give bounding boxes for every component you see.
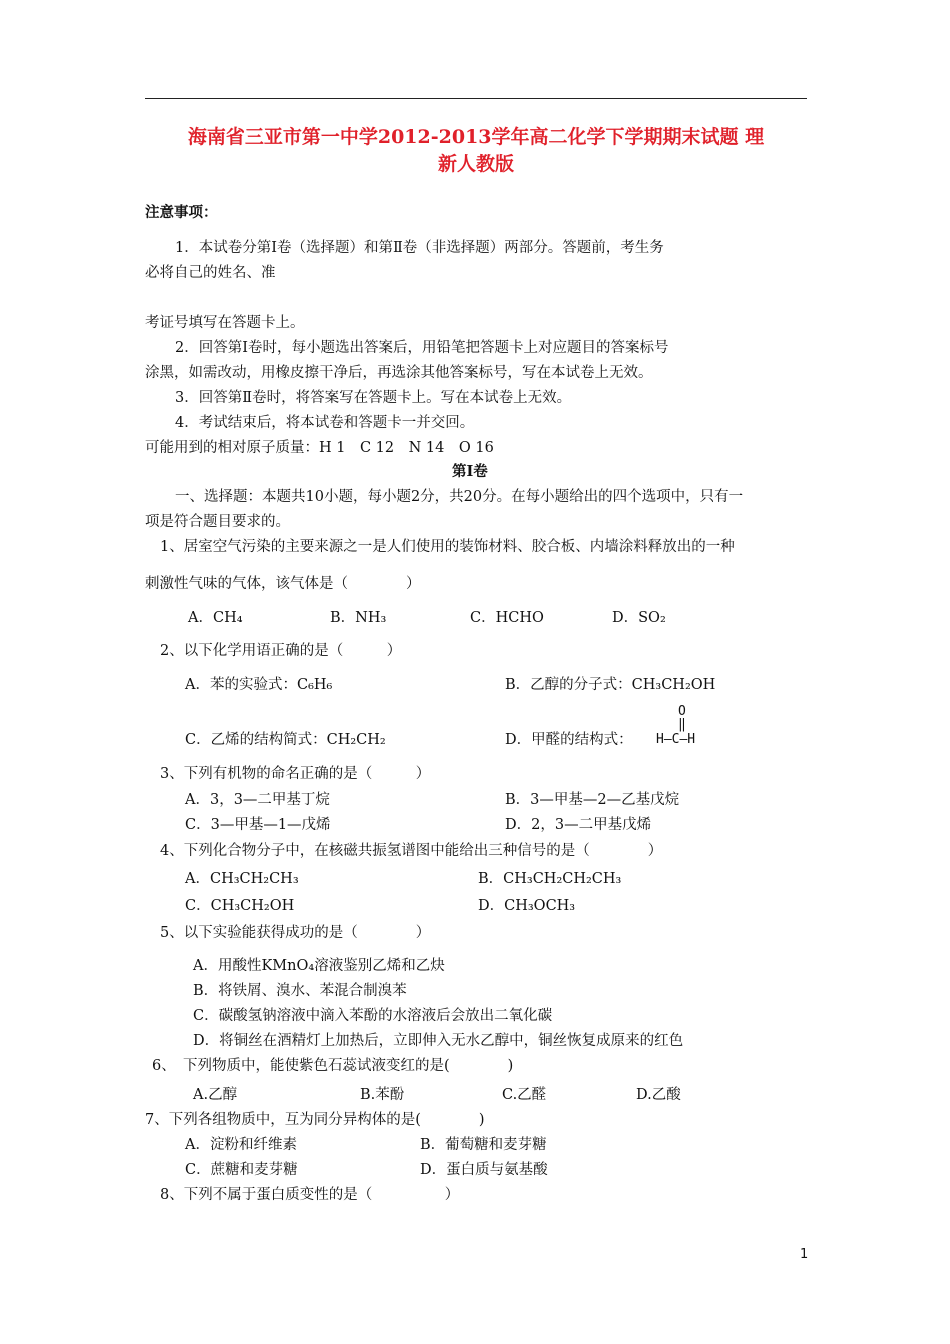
q6-option-b: B.苯酚 <box>360 1087 405 1103</box>
section-intro-a: 一、选择题：本题共10小题，每小题2分，共20分。在每小题给出的四个选项中，只有一 <box>175 489 744 505</box>
notice-item-4: 4．考试结束后，将本试卷和答题卡一并交回。 <box>175 415 475 431</box>
notice-item-2a: 2．回答第Ⅰ卷时，每小题选出答案后，用铅笔把答题卡上对应题目的答案标号 <box>175 340 669 356</box>
q3-option-c: C．3—甲基—1—戊烯 <box>185 817 331 833</box>
q2-option-a: A．苯的实验式：C₆H₆ <box>185 677 333 693</box>
q6-option-a: A.乙醇 <box>193 1087 238 1103</box>
q7-option-b: B．葡萄糖和麦芽糖 <box>420 1137 547 1153</box>
header-rule <box>145 98 807 99</box>
atomic-masses: 可能用到的相对原子质量：H 1 C 12 N 14 O 16 <box>145 440 494 456</box>
q5-stem: 5、以下实验能获得成功的是（ ） <box>160 925 431 941</box>
q3-stem: 3、下列有机物的命名正确的是（ ） <box>160 766 431 782</box>
document-title-line1: 海南省三亚市第一中学2012-2013学年高二化学下学期期末试题 理 <box>187 126 765 148</box>
q6-stem: 6、 下列物质中，能使紫色石蕊试液变红的是( ) <box>152 1058 514 1074</box>
q5-option-a: A．用酸性KMnO₄溶液鉴别乙烯和乙炔 <box>193 958 445 974</box>
notice-item-1a: 1．本试卷分第Ⅰ卷（选择题）和第Ⅱ卷（非选择题）两部分。答题前，考生务 <box>175 240 664 256</box>
q1-stem-b: 刺激性气味的气体，该气体是（ ） <box>145 576 421 592</box>
q2-option-c: C．乙烯的结构简式：CH₂CH₂ <box>185 732 386 748</box>
q7-option-a: A．淀粉和纤维素 <box>185 1137 297 1153</box>
q1-option-c: C．HCHO <box>470 610 544 626</box>
q5-option-b: B．将铁屑、溴水、苯混合制溴苯 <box>193 983 407 999</box>
notice-heading: 注意事项： <box>145 204 218 221</box>
q4-option-b: B．CH₃CH₂CH₂CH₃ <box>478 871 622 887</box>
q5-option-d: D．将铜丝在酒精灯上加热后，立即伸入无水乙醇中，铜丝恢复成原来的红色 <box>193 1033 684 1049</box>
document-title-line2: 新人教版 <box>437 153 514 175</box>
q3-option-d: D．2，3—二甲基戊烯 <box>505 817 652 833</box>
q5-option-c: C．碳酸氢钠溶液中滴入苯酚的水溶液后会放出二氧化碳 <box>193 1008 553 1024</box>
q7-option-d: D．蛋白质与氨基酸 <box>420 1162 548 1178</box>
q1-option-b: B．NH₃ <box>330 610 387 626</box>
notice-item-3: 3．回答第Ⅱ卷时，将答案写在答题卡上。写在本试卷上无效。 <box>175 390 572 406</box>
q1-option-a: A．CH₄ <box>188 610 243 626</box>
q1-stem-a: 1、居室空气污染的主要来源之一是人们使用的装饰材料、胶合板、内墙涂料释放出的一种 <box>160 539 735 555</box>
q6-option-d: D.乙酸 <box>636 1087 681 1103</box>
q3-option-a: A．3，3—二甲基丁烷 <box>185 792 330 808</box>
q3-option-b: B．3—甲基—2—乙基戊烷 <box>505 792 680 808</box>
page-number: 1 <box>800 1247 809 1262</box>
formaldehyde-structure-double-bond: ‖ <box>678 717 686 732</box>
formaldehyde-structure-bottom: H—C—H <box>656 732 696 747</box>
q2-stem: 2、以下化学用语正确的是（ ） <box>160 643 402 659</box>
q4-option-d: D．CH₃OCH₃ <box>478 898 576 914</box>
q7-option-c: C．蔗糖和麦芽糖 <box>185 1162 298 1178</box>
formaldehyde-structure-top: O <box>678 704 686 719</box>
q1-option-d: D．SO₂ <box>612 610 666 626</box>
section-title: 第Ⅰ卷 <box>452 463 488 480</box>
q6-option-c: C.乙醛 <box>502 1087 547 1103</box>
q4-option-a: A．CH₃CH₂CH₃ <box>185 871 299 887</box>
section-intro-b: 项是符合题目要求的。 <box>145 514 290 530</box>
notice-item-1b: 必将自己的姓名、准 <box>145 265 276 281</box>
q8-stem: 8、下列不属于蛋白质变性的是（ ） <box>160 1187 460 1203</box>
q2-option-d: D．甲醛的结构式： <box>505 732 633 748</box>
q7-stem: 7、下列各组物质中，互为同分异构体的是( ) <box>145 1112 485 1128</box>
q2-option-b: B．乙醇的分子式：CH₃CH₂OH <box>505 677 716 693</box>
q4-stem: 4、下列化合物分子中，在核磁共振氢谱图中能给出三种信号的是（ ） <box>160 843 663 859</box>
q4-option-c: C．CH₃CH₂OH <box>185 898 295 914</box>
notice-item-1c: 考证号填写在答题卡上。 <box>145 315 305 331</box>
notice-item-2b: 涂黑，如需改动，用橡皮擦干净后，再选涂其他答案标号，写在本试卷上无效。 <box>145 365 653 381</box>
